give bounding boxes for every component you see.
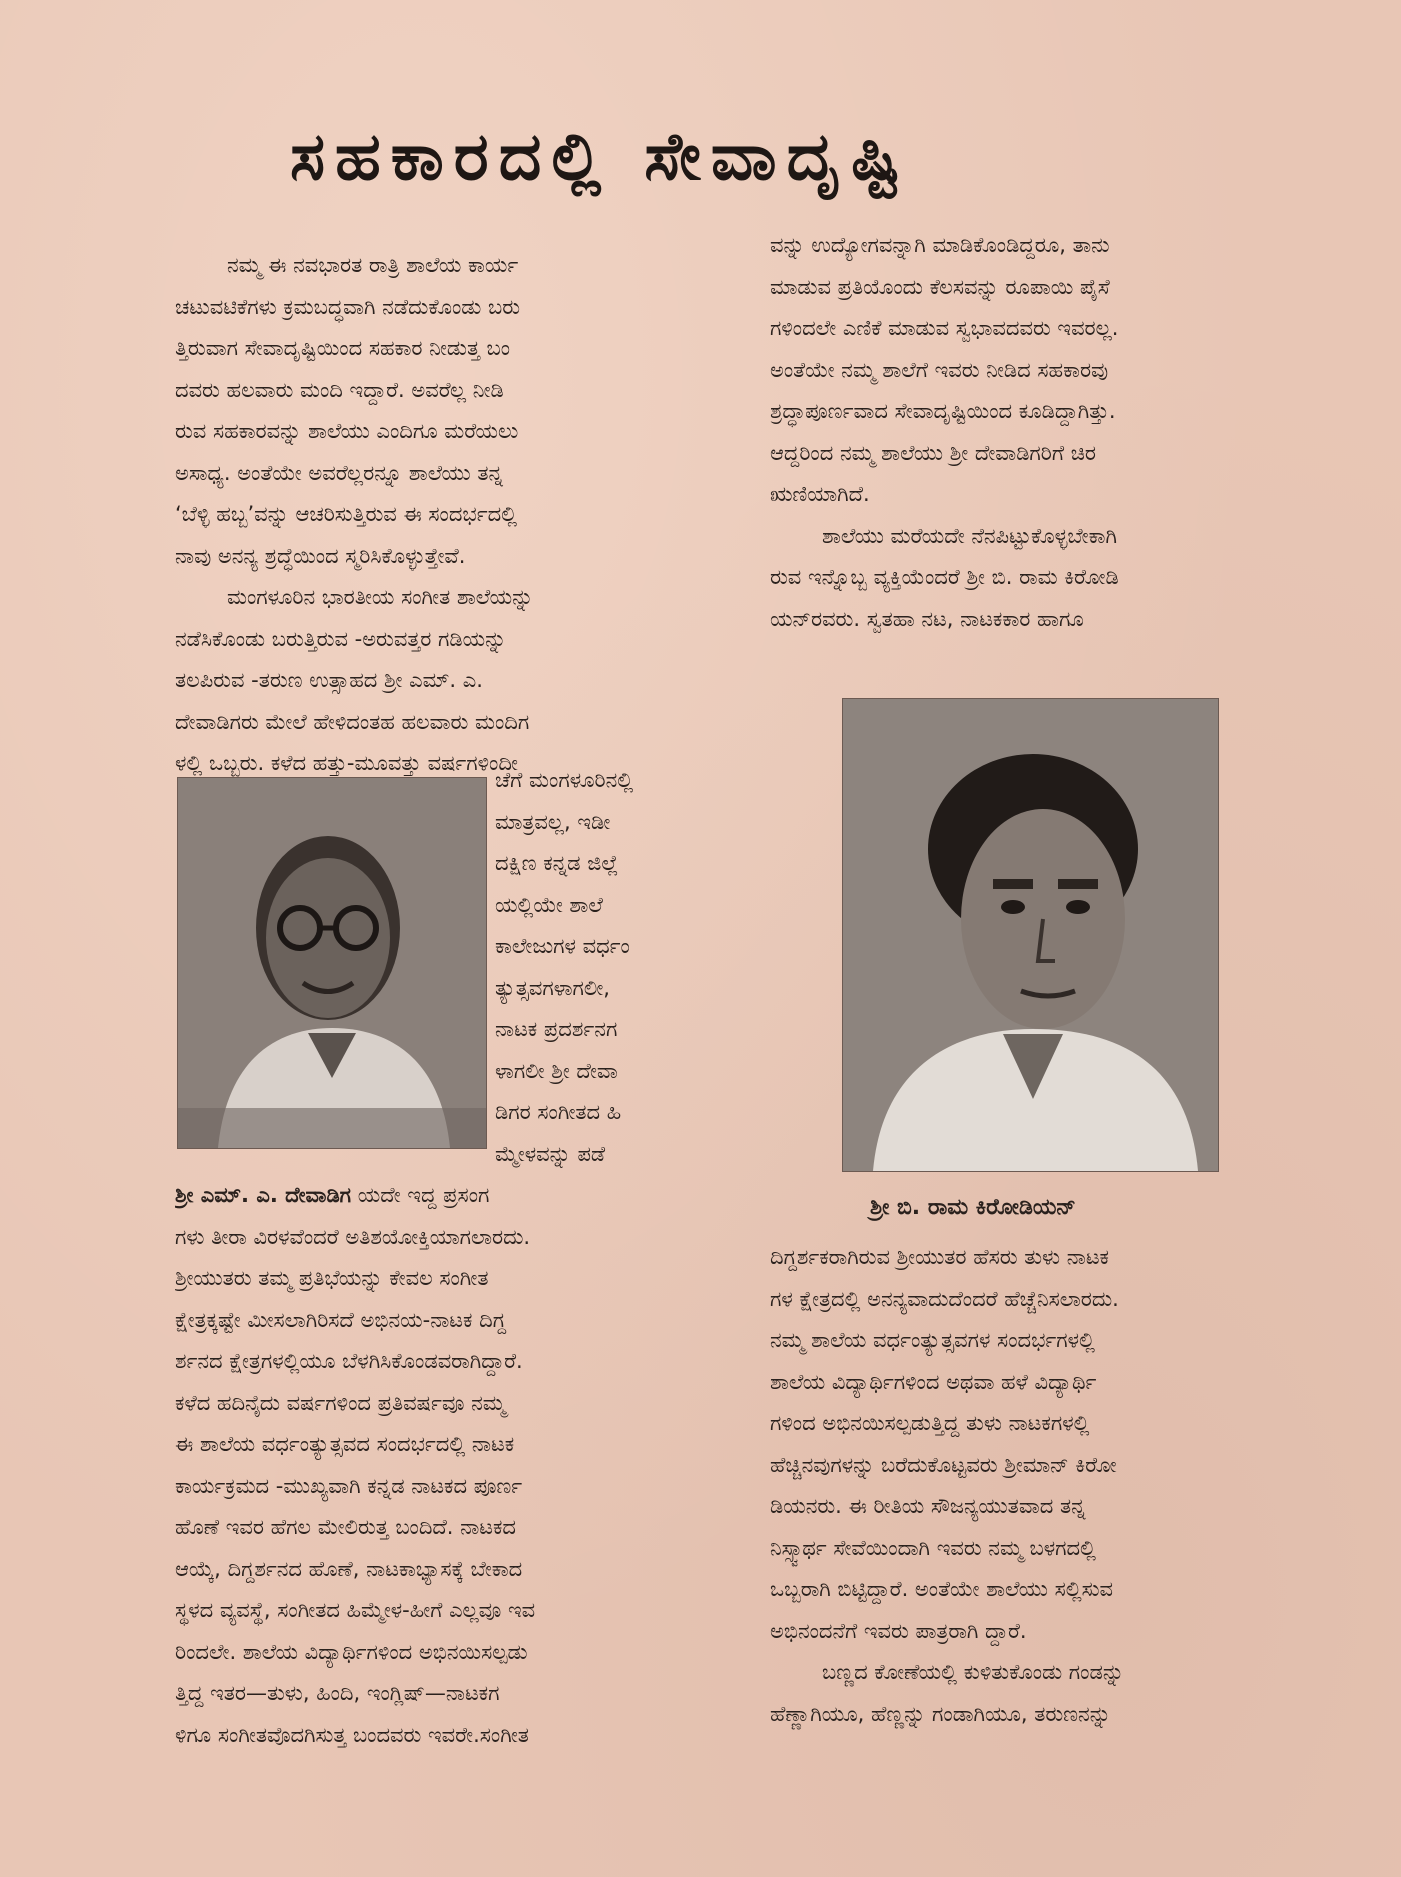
- left-column-bottom: [175, 1175, 720, 1756]
- text-line: ಮಾಡುವ ಪ್ರತಿಯೊಂದು ಕೆಲಸವನ್ನು ರೂಪಾಯಿ ಪೈಸೆ: [770, 274, 1110, 299]
- photo-caption-devadiga: ಶ್ರೀ ಎಮ್. ಎ. ದೇವಾಡಿಗ: [175, 1183, 352, 1207]
- text-line: ಅಸಾಧ್ಯ. ಅಂತೆಯೇ ಅವರೆಲ್ಲರನ್ನೂ ಶಾಲೆಯು ತನ್ನ: [175, 460, 503, 485]
- text-line: ತಲಪಿರುವ -ತರುಣ ಉತ್ಸಾಹದ ಶ್ರೀ ಎಮ್. ಎ.: [175, 668, 483, 692]
- text-line: ಮಂಗಳೂರಿನ ಭಾರತೀಯ ಸಂಗೀತ ಶಾಲೆಯನ್ನು: [227, 585, 534, 609]
- text-line: ಚೆಗೆ ಮಂಗಳೂರಿನಲ್ಲಿ: [495, 768, 634, 792]
- text-line: ಹೆಣ್ಣಾಗಿಯೂ, ಹೆಣ್ಣನ್ನು ಗಂಡಾಗಿಯೂ, ತರುಣನನ್ನು: [770, 1701, 1111, 1726]
- text-line: ಗಳಿಂದಲೇ ಎಣಿಕೆ ಮಾಡುವ ಸ್ವಭಾವದವರು ಇವರಲ್ಲ.: [770, 316, 1119, 340]
- text-line: ನಮ್ಮ ಶಾಲೆಯ ವರ್ಧಂತ್ಯುತ್ಸವಗಳ ಸಂದರ್ಭಗಳಲ್ಲಿ: [770, 1328, 1095, 1352]
- text-line: ತ್ತಿರುವಾಗ ಸೇವಾದೃಷ್ಟಿಯಿಂದ ಸಹಕಾರ ನೀಡುತ್ತ ಬಂ: [175, 336, 511, 360]
- text-line: ಕಾಲೇಜುಗಳ ವರ್ಧಂ: [495, 934, 630, 958]
- text-line: ಳಾಗಲೀ ಶ್ರೀ ದೇವಾ: [495, 1058, 618, 1083]
- text-line: ಋಣಿಯಾಗಿದೆ.: [770, 482, 870, 506]
- text-line: ಶ್ರದ್ಧಾಪೂರ್ಣವಾದ ಸೇವಾದೃಷ್ಟಿಯಿಂದ ಕೂಡಿದ್ದಾಗಿತ್ತು.: [770, 399, 1116, 423]
- text-line: ಅಭಿನಂದನೆಗೆ ಇವರು ಪಾತ್ರರಾಗಿ ದ್ದಾರೆ.: [770, 1618, 1027, 1643]
- text-line: ಮ್ಮೇಳವನ್ನು ಪಡೆ: [495, 1141, 606, 1166]
- text-line: ಡಿಗರ ಸಂಗೀತದ ಹಿ: [495, 1100, 622, 1124]
- text-line: ವನ್ನು ಉದ್ಯೋಗವನ್ನಾಗಿ ಮಾಡಿಕೊಂಡಿದ್ದರೂ, ತಾನು: [770, 233, 1110, 257]
- text-line: ದವರು ಹಲವಾರು ಮಂದಿ ಇದ್ದಾರೆ. ಅವರೆಲ್ಲ ನೀಡಿ: [175, 377, 504, 402]
- text-line: ಶಾಲೆಯು ಮರೆಯದೇ ನೆನಪಿಟ್ಟುಕೊಳ್ಳಬೇಕಾಗಿ: [822, 523, 1117, 548]
- photo-caption-kirodiyan: ಶ್ರೀ ಬಿ. ರಾಮ ಕಿರೋಡಿಯನ್: [870, 1195, 1076, 1220]
- text-line: ನಾಟಕ ಪ್ರದರ್ಶನಗ: [495, 1017, 618, 1041]
- right-column-bottom: [770, 1237, 1315, 1735]
- text-line: ನಿಸ್ಸ್ವಾರ್ಥ ಸೇವೆಯಿಂದಾಗಿ ಇವರು ನಮ್ಮ ಬಳಗದಲ್ಲಿ: [770, 1535, 1096, 1560]
- text-line: ಚಟುವಟಿಕೆಗಳು ಕ್ರಮಬದ್ಧವಾಗಿ ನಡೆದುಕೊಂಡು ಬರು: [175, 294, 521, 319]
- text-line: ರಿಂದಲೇ. ಶಾಲೆಯ ವಿದ್ಯಾರ್ಥಿಗಳಿಂದ ಅಭಿನಯಿಸಲ್ಪಡು: [175, 1639, 528, 1664]
- text-line: ಯನ್‌ರವರು. ಸ್ವತಹಾ ನಟ, ನಾಟಕಕಾರ ಹಾಗೂ: [770, 606, 1084, 631]
- text-line: ಅಂತೆಯೇ ನಮ್ಮ ಶಾಲೆಗೆ ಇವರು ನೀಡಿದ ಸಹಕಾರವು: [770, 357, 1109, 382]
- text-line: ಗಳಿಂದ ಅಭಿನಯಿಸಲ್ಪಡುತ್ತಿದ್ದ ತುಳು ನಾಟಕಗಳಲ್ಲಿ: [770, 1411, 1090, 1435]
- text-line: ಬಣ್ಣದ ಕೋಣೆಯಲ್ಲಿ ಕುಳಿತುಕೊಂಡು ಗಂಡನ್ನು: [822, 1660, 1125, 1684]
- text-line: ಗಳ ಕ್ಷೇತ್ರದಲ್ಲಿ ಅನನ್ಯವಾದುದೆಂದರೆ ಹೆಚ್ಚೆನಿಸಲಾರದು.: [770, 1286, 1119, 1311]
- text-line: ದಕ್ಷಿಣ ಕನ್ನಡ ಜಿಲ್ಲೆ: [495, 851, 619, 875]
- text-line: ಹೊಣೆ ಇವರ ಹೆಗಲ ಮೇಲಿರುತ್ತ ಬಂದಿದೆ. ನಾಟಕದ: [175, 1515, 516, 1539]
- portrait-photo-devadiga: [177, 777, 487, 1149]
- text-line: ನಾವು ಅನನ್ಯ ಶ್ರದ್ಧೆಯಿಂದ ಸ್ಮರಿಸಿಕೊಳ್ಳುತ್ತೇವೆ.: [175, 543, 466, 568]
- text-line: ರುವ ಸಹಕಾರವನ್ನು ಶಾಲೆಯು ಎಂದಿಗೂ ಮರೆಯಲು: [175, 419, 519, 443]
- text-line: ತ್ತಿದ್ದ ಇತರ—ತುಳು, ಹಿಂದಿ, ಇಂಗ್ಲಿಷ್—ನಾಟಕಗ: [175, 1681, 500, 1705]
- text-line: ದೇವಾಡಿಗರು ಮೇಲೆ ಹೇಳಿದಂತಹ ಹಲವಾರು ಮಂದಿಗ: [175, 709, 530, 734]
- text-line: ಕಳೆದ ಹದಿನೈದು ವರ್ಷಗಳಿಂದ ಪ್ರತಿವರ್ಷವೂ ನಮ್ಮ: [175, 1390, 506, 1415]
- right-column-top: [770, 225, 1315, 640]
- caption-line: [175, 1175, 720, 1217]
- text-line: ಆಯ್ಕೆ, ದಿಗ್ದರ್ಶನದ ಹೊಣೆ, ನಾಟಕಾಭ್ಯಾಸಕ್ಕೆ ಬೇಕಾದ: [175, 1556, 523, 1581]
- text-line: ನಡೆಸಿಕೊಂಡು ಬರುತ್ತಿರುವ -ಅರುವತ್ತರ ಗಡಿಯನ್ನು: [175, 626, 507, 651]
- portrait-photo-kirodiyan: [842, 698, 1219, 1172]
- portrait-kirodiyan-image: [843, 699, 1218, 1171]
- text-line: ಒಬ್ಬರಾಗಿ ಬಿಟ್ಟಿದ್ದಾರೆ. ಅಂತೆಯೇ ಶಾಲೆಯು ಸಲ್ಲಿಸುವ: [770, 1577, 1113, 1601]
- text-line: ಹೆಚ್ಚಿನವುಗಳನ್ನು ಬರೆದುಕೊಟ್ಟವರು ಶ್ರೀಮಾನ್ ಕಿರೋ: [770, 1452, 1117, 1477]
- text-line: ಯಲ್ಲಿಯೇ ಶಾಲೆ: [495, 892, 603, 917]
- text-line: ಕ್ಷೇತ್ರಕ್ಕಷ್ಟೇ ಮೀಸಲಾಗಿರಿಸದೆ ಅಭಿನಯ-ನಾಟಕ ದಿಗ್ದ: [175, 1307, 506, 1332]
- text-line: ರುವ ಇನ್ನೊಬ್ಬ ವ್ಯಕ್ತಿಯೆಂದರೆ ಶ್ರೀ ಬಿ. ರಾಮ ಕಿರೋಡಿ: [770, 565, 1119, 589]
- left-column-top: [175, 245, 720, 785]
- left-wrap-text: [495, 760, 720, 1175]
- text-line: ಳಿಗೂ ಸಂಗೀತವೊದಗಿಸುತ್ತ ಬಂದವರು ಇವರೇ.ಸಂಗೀತ: [175, 1722, 529, 1747]
- text-line: ಸ್ಥಳದ ವ್ಯವಸ್ಥೆ, ಸಂಗೀತದ ಹಿಮ್ಮೇಳ-ಹೀಗೆ ಎಲ್ಲವೂ ಇವ: [175, 1598, 536, 1622]
- text-line: ಡಿಯನರು. ಈ ರೀತಿಯ ಸೌಜನ್ಯಯುತವಾದ ತನ್ನ: [770, 1494, 1086, 1518]
- text-line: ‘ಬೆಳ್ಳಿ ಹಬ್ಬ’ವನ್ನು ಆಚರಿಸುತ್ತಿರುವ ಈ ಸಂದರ್ಭದಲ್ಲಿ: [175, 502, 518, 526]
- article-title: ಸಹಕಾರದಲ್ಲಿ ಸೇವಾದೃಷ್ಟಿ: [290, 118, 911, 195]
- text-line: ಶ್ರೀಯುತರು ತಮ್ಮ ಪ್ರತಿಭೆಯನ್ನು ಕೇವಲ ಸಂಗೀತ: [175, 1266, 489, 1290]
- text-fragment: ಯದೇ ಇದ್ದ ಪ್ರಸಂಗ: [357, 1183, 490, 1207]
- text-line: ಳಲ್ಲಿ ಒಬ್ಬರು. ಕಳೆದ ಹತ್ತು-ಮೂವತ್ತು ವರ್ಷಗಳಿಂದೀ: [175, 751, 518, 775]
- text-line: ಆದ್ದರಿಂದ ನಮ್ಮ ಶಾಲೆಯು ಶ್ರೀ ದೇವಾಡಿಗರಿಗೆ ಚಿರ: [770, 440, 1096, 465]
- text-line: ನಮ್ಮ ಈ ನವಭಾರತ ರಾತ್ರಿ ಶಾಲೆಯ ಕಾರ್ಯ: [227, 253, 519, 277]
- text-line: ಗಳು ತೀರಾ ವಿರಳವೆಂದರೆ ಅತಿಶಯೋಕ್ತಿಯಾಗಲಾರದು.: [175, 1224, 531, 1249]
- text-line: ರ್ಶನದ ಕ್ಷೇತ್ರಗಳಲ್ಲಿಯೂ ಬೆಳಗಿಸಿಕೊಂಡವರಾಗಿದ್ದಾರೆ.: [175, 1349, 523, 1373]
- text-line: ಈ ಶಾಲೆಯ ವರ್ಧಂತ್ಯುತ್ಸವದ ಸಂದರ್ಭದಲ್ಲಿ ನಾಟಕ: [175, 1432, 515, 1456]
- text-line: ತ್ಯುತ್ಸವಗಳಾಗಲೀ,: [495, 975, 610, 1000]
- text-line: ಕಾರ್ಯಕ್ರಮದ -ಮುಖ್ಯವಾಗಿ ಕನ್ನಡ ನಾಟಕದ ಪೂರ್ಣ: [175, 1473, 523, 1498]
- text-line: ಶಾಲೆಯ ವಿದ್ಯಾರ್ಥಿಗಳಿಂದ ಅಥವಾ ಹಳೆ ವಿದ್ಯಾರ್ಥಿ: [770, 1369, 1097, 1394]
- text-line: ದಿಗ್ದರ್ಶಕರಾಗಿರುವ ಶ್ರೀಯುತರ ಹೆಸರು ತುಳು ನಾಟಕ: [770, 1245, 1110, 1269]
- portrait-devadiga-image: [178, 778, 486, 1148]
- text-line: ಮಾತ್ರವಲ್ಲ, ಇಡೀ: [495, 809, 611, 834]
